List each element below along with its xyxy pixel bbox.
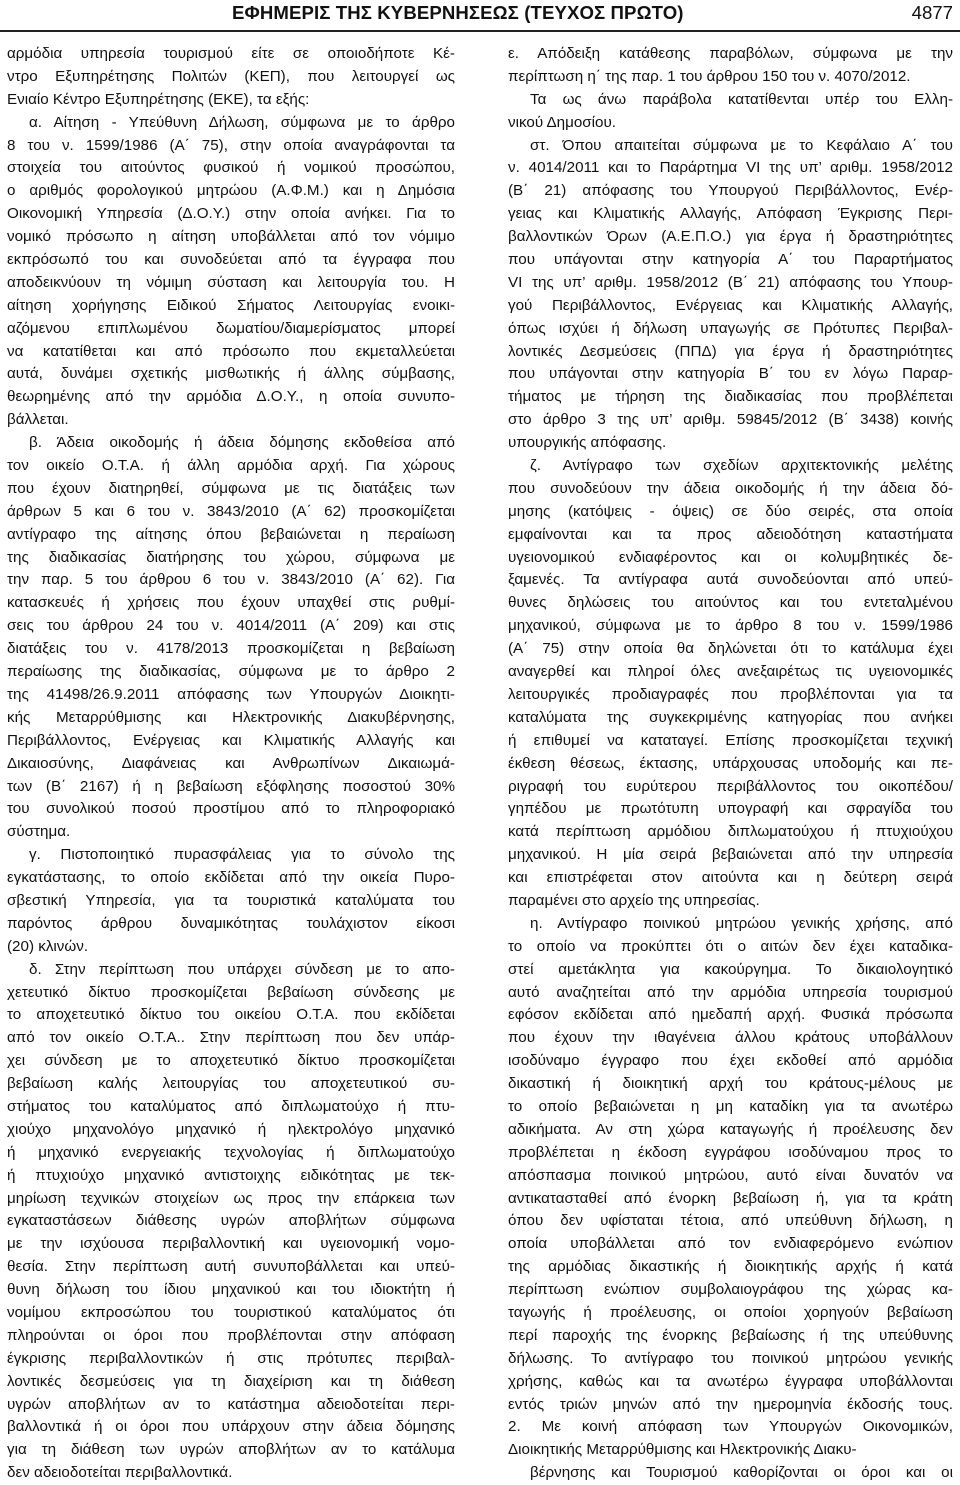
text-line: ν. 4014/2011 και το Παράρτημα VI της υπ’ αριθμ. 1958/2012 [508, 159, 953, 177]
text-line: περί παροχής της ένορκης βεβαίωσης ή της υπεύθυνης [508, 1326, 953, 1344]
text-line: μησης (κατόψεις - όψεις) σε δύο σειρές, στα οποία [508, 502, 953, 520]
text-line: 2. Με κοινή απόφαση των Υπουργών Οικονομικών, [508, 1418, 953, 1436]
text-line: χιούχο μηχανολόγο μηχανικό ή ηλεκτρολόγο μηχανικό [7, 1120, 455, 1138]
text-line: ντρο Εξυπηρέτησης Πολιτών (ΚΕΠ), που λειτουργεί ως [7, 67, 455, 85]
text-line: απόσπασμα ποινικού μητρώου, αυτό είναι δυνατόν να [508, 1166, 953, 1184]
text-line: σύστημα. [7, 823, 71, 841]
text-line: έκθεση θέσεως, έκτασης, υπάρχουσας υποδομής και πε- [508, 754, 953, 772]
text-line: ε. Απόδειξη κατάθεσης παραβόλων, σύμφωνα με την [508, 45, 953, 62]
text-line: Περιβάλλοντος, Ενέργειας και Κλιματικής Αλλαγής και [7, 731, 455, 749]
text-line: δήλωσης. Το αντίγραφο του ποινικού μητρώου γενικής [508, 1349, 953, 1367]
text-line: προβλέπεται η έκδοση εγγράφου ισοδύναμου προς το [508, 1143, 953, 1161]
text-line: δ. Στην περίπτωση που υπάρχει σύνδεση με το απο- [29, 960, 455, 978]
text-line: α. Αίτηση - Υπεύθυνη Δήλωση, σύμφωνα με το άρθρο [29, 113, 455, 131]
text-line: νομίμου εκπροσώπου του τουριστικού καταλύματος ότι [7, 1303, 455, 1321]
text-line: αρμόδια υπηρεσία τουρισμού είτε σε οποιοδήποτε Κέ- [7, 45, 455, 62]
text-line: θεωρημένης από την αρμόδια Δ.Ο.Υ., η οποία συνυπο- [7, 388, 455, 406]
text-line: θυνες δηλώσεις του αιτούντος και του εντεταλμένου [508, 594, 953, 612]
text-line: γειας και Κλιματικής Αλλαγής, Απόφαση Έγκρισης Περι- [508, 205, 953, 223]
text-line: για τη διάθεση των υγρών αποβλήτων αν το κατάλυμα [7, 1441, 455, 1459]
text-line: εγκατάστασης, το οποίο εκδίδεται από την οικεία Πυρο- [7, 869, 455, 887]
text-line: της αρμόδιας δικαστικής ή διοικητικής αρχής ή κατά [508, 1258, 953, 1276]
text-line: μηρίωση τεχνικών στοιχείων ως προς την επάρκεια των [7, 1189, 455, 1207]
text-line: βαλλοντικά ή οι όροι που υπάρχουν στην άδεια δόμησης [7, 1418, 455, 1436]
text-line: ξαμενές. Τα αντίγραφα αυτά συνοδεύονται από υπεύ- [508, 571, 953, 589]
text-line: νομικό πρόσωπο η αίτηση υποβάλλεται από τον νόμιμο [7, 228, 455, 246]
text-line: βεβαίωση καλής λειτουργίας του αποχετευτικού συ- [7, 1075, 455, 1093]
text-line: ο αριθμός φορολογικού μητρώου (Α.Φ.Μ.) και η Δημόσια [7, 182, 455, 200]
text-line: περαίωσης της διαδικασίας, σύμφωνα με το άρθρο 2 [7, 663, 455, 681]
text-line: άρθρων 5 και 6 του ν. 3843/2010 (Α΄ 62) προσκομίζεται [7, 502, 455, 520]
text-line: που υπάγονται στην κατηγορία Α΄ του Παραρτήματος [508, 251, 953, 269]
text-line: (Β΄ 21) απόφασης του Υπουργού Περιβάλλοντος, Ενέρ- [508, 182, 953, 200]
text-line: χετευτικό δίκτυο προσκομίζεται βεβαίωση σύνδεσης με [7, 983, 455, 1001]
text-line: ταγωγής ή προέλευσης, οι οποίοι χορηγούν βεβαίωση [508, 1303, 953, 1321]
text-line: και επιστρέφεται στον αιτούντα και η δεύτερη σειρά [508, 869, 953, 887]
text-line: στήματος του καταλύματος από διπλωματούχο ή πτυ- [7, 1097, 455, 1115]
page-number: 4877 [911, 2, 953, 23]
text-line: Τα ως άνω παράβολα κατατίθενται υπέρ του Ελλη- [530, 90, 953, 108]
text-line: πληρούνται οι όροι που προβλέπονται στην απόφαση [7, 1326, 455, 1344]
text-line: το οποίο να προκύπτει ότι ο αιτών δεν έχει καταδικα- [508, 937, 953, 955]
text-line: της διαδικασίας διατήρησης του χώρου, σύμφωνα με [7, 548, 455, 566]
text-line: διατάξεις του ν. 4178/2013 προσκομίζεται η βεβαίωση [7, 640, 455, 658]
text-line: κής Μεταρρύθμισης και Ηλεκτρονικής Διακυβέρνησης, [7, 708, 455, 726]
text-line: κατά περίπτωση αρμόδιου διπλωματούχου ή πτυχιούχου [508, 823, 953, 841]
text-line: Οικονομική Υπηρεσία (Δ.Ο.Υ.) στην οποία ανήκει. Για το [7, 205, 455, 223]
text-line: βέρνησης και Τουρισμού καθορίζονται οι όροι και οι [530, 1464, 953, 1482]
text-line: αντίγραφο της αίτησης όπου βεβαιώνεται η περαίωση [7, 525, 455, 543]
text-line: Ενιαίο Κέντρο Εξυπηρέτησης (ΕΚΕ), τα εξής: [7, 90, 310, 108]
text-line: μηχανικού. Η μία σειρά βεβαιώνεται από την υπηρεσία [508, 846, 953, 864]
text-line: λοντικές δεσμεύσεις για τη διαχείριση και τη διάθεση [7, 1372, 455, 1390]
text-line: αυτά, δυνάμει σχετικής μισθωτικής ή άλλης σύμβασης, [7, 365, 455, 383]
text-line: υγειονομικού ενδιαφέροντος και οι κολυμβητικές δε- [508, 548, 953, 566]
text-line: περίπτωση η΄ της παρ. 1 του άρθρου 150 του ν. 4070/2012. [508, 67, 911, 85]
text-line: εγκαταστάσεων διάθεσης υγρών αποβλήτων σύμφωνα [7, 1212, 455, 1230]
text-line: εμφαίνονται και τα προς αδειοδότηση καταστήματα [508, 525, 953, 543]
text-line: αυτό αναζητείται από την αρμόδια υπηρεσία τουρισμού [508, 983, 953, 1001]
text-line: (20) κλινών. [7, 937, 89, 955]
text-line: της 41498/26.9.2011 απόφασης των Υπουργών Διοικητι- [7, 685, 455, 703]
text-line: Διοικητικής Μεταρρύθμισης και Ηλεκτρονικής Διακυ- [508, 1441, 857, 1459]
text-line: βάλλεται. [7, 411, 69, 429]
text-line: το αποχετευτικό δίκτυο του οικείου Ο.Τ.Α. που εκδίδεται [7, 1006, 455, 1024]
text-line: αίτηση χορήγησης Ειδικού Σήματος Λειτουργίας ενοικι- [7, 296, 455, 314]
text-line: σβεστική Υπηρεσία, για τα τουριστικά καταλύματα του [7, 891, 455, 909]
text-line: σεις του άρθρου 24 του ν. 4014/2011 (Α΄ 209) και στις [7, 617, 455, 635]
text-line: εφόσον εκδίδεται από ημεδαπή αρχή. Φυσικά πρόσωπα [508, 1006, 953, 1024]
text-line: χρήσης, καθώς και τα ανωτέρω έγγραφα υποβάλλονται [508, 1372, 953, 1390]
text-line: νικού Δημοσίου. [508, 113, 617, 131]
text-line: 8 του ν. 1599/1986 (Α΄ 75), στην οποία αναγράφονται τα [7, 136, 455, 154]
text-line: που έχουν διατηρηθεί, σύμφωνα με τις διατάξεις των [7, 479, 455, 497]
text-line: παραμένει στο αρχείο της υπηρεσίας. [508, 891, 760, 909]
text-line: όπου δεν υφίσταται τέτοια, από υπεύθυνη δήλωση, η [508, 1212, 953, 1230]
text-line: καταλύματα της συγκεκριμένης κατηγορίας που ανήκει [508, 708, 953, 726]
text-line: από τον οικείο Ο.Τ.Α.. Στην περίπτωση που δεν υπάρ- [7, 1029, 455, 1047]
text-line: των (Β΄ 2167) ή η βεβαίωση εξόφλησης ποσοστού 30% [7, 777, 455, 795]
text-line: στο άρθρο 3 της υπ’ αριθμ. 59845/2012 (Β΄ 3438) κοινής [508, 411, 953, 429]
text-line: στ. Όπου απαιτείται σύμφωνα με το Κεφάλαιο Α΄ του [530, 136, 953, 154]
text-line: αναγερθεί και πληροί όλες ανεξαιρέτως τις υγειονομικές [508, 663, 953, 681]
page-header [0, 0, 960, 30]
gazette-title: ΕΦΗΜΕΡΙΣ ΤΗΣ ΚΥΒΕΡΝΗΣΕΩΣ (ΤΕΥΧΟΣ ΠΡΩΤΟ) [232, 2, 684, 23]
text-line: μηχανικού, σύμφωνα με το άρθρο 8 του ν. 1599/1986 [508, 617, 953, 635]
text-line: να κατατίθεται και από πρόσωπο που εκμεταλλεύεται [7, 342, 455, 360]
text-line: που υπάγονται στην κατηγορία Β΄ του εν λόγω Παραρ- [508, 365, 953, 383]
text-line: Δικαιοσύνης, Διαφάνειας και Ανθρωπίνων Δικαιωμά- [7, 754, 455, 772]
left-text-column [7, 43, 455, 1485]
right-text-column [508, 43, 953, 1485]
text-line: το οποίο βεβαιώνεται η μη καταδίκη για τα ανωτέρω [508, 1097, 953, 1115]
text-line: ή μηχανικό ενεργειακής τεχνολογίας ή διπλωματούχο [7, 1143, 455, 1161]
text-line: κατασκευές ή χρήσεις που έχουν υπαχθεί στις ρυθμί- [7, 594, 455, 612]
text-line: αντικατασταθεί από ένορκη βεβαίωση ή, για τα κράτη [508, 1189, 953, 1207]
text-line: τήματος με τήρηση της διαδικασίας που προβλέπεται [508, 388, 953, 406]
text-line: λοντικές Δεσμεύσεις (ΠΠΔ) για έργα ή δραστηριότητες [508, 342, 953, 360]
header-divider [0, 30, 960, 32]
text-line: ζ. Αντίγραφο των σχεδίων αρχιτεκτονικής μελέτης [530, 457, 953, 475]
text-line: παρόντος άρθρου δυναμικότητας τουλάχιστον είκοσι [7, 914, 455, 932]
text-line: δεν αδειοδοτείται περιβαλλοντικά. [7, 1464, 233, 1482]
text-line: ριγραφή του ευρύτερου περιβάλλοντος του οικοπέδου/ [508, 777, 953, 795]
text-line: ισοδύναμο έγγραφο που έχει εκδοθεί από αρμόδια [508, 1052, 953, 1070]
text-line: αποδεικνύουν τη νόμιμη σύσταση και λειτουργία του. Η [7, 273, 455, 291]
text-line: αδικήματα. Αν στη χώρα καταγωγής ή προέλευσης δεν [508, 1120, 953, 1138]
text-line: υγρών αποβλήτων αν το κατάστημα αδειοδοτείται περι- [7, 1395, 455, 1413]
text-line: με την ισχύουσα περιβαλλοντική και υγειονομική νομο- [7, 1235, 455, 1253]
text-line: λειτουργικές προδιαγραφές που προβλέπονται για τα [508, 685, 953, 703]
text-line: οποία υποβάλλεται από τον ενδιαφερόμενο ενώπιον [508, 1235, 953, 1253]
text-line: ή πτυχιούχο μηχανικό αντιστοιχης ειδικότητας με τεκ- [7, 1166, 455, 1184]
text-line: VI της υπ’ αριθμ. 1958/2012 (Β΄ 21) απόφασης του Υπουρ- [508, 273, 953, 291]
text-line: θυνη δήλωση του ίδιου μηχανικού και του ιδιοκτήτη ή [7, 1281, 455, 1299]
text-line: χει σύνδεση με το αποχετευτικό δίκτυο προσκομίζεται [7, 1052, 455, 1070]
text-line: γού Περιβάλλοντος, Ενέργειας και Κλιματικής Αλλαγής, [508, 296, 953, 314]
text-line: βαλλοντικών Όρων (Α.Ε.Π.Ο.) για έργα ή δραστηριότητες [508, 228, 953, 246]
text-line: ή επιθυμεί να καταταγεί. Επίσης προσκομίζεται τεχνική [508, 731, 953, 749]
text-line: γ. Πιστοποιητικό πυρασφάλειας για το σύνολο της [29, 846, 455, 864]
text-line: αζόμενου επιπλωμένου δωματίου/διαμερίσματος μπορεί [7, 319, 455, 337]
text-line: περίπτωση ενώπιον συμβολαιογράφου της χώρας κα- [508, 1281, 953, 1299]
text-line: γηπέδου με πρωτότυπη υπογραφή και σφραγίδα του [508, 800, 953, 818]
text-line: όπως ισχύει ή δήλωση υπαγωγής σε Πρότυπες Περιβαλ- [508, 319, 953, 337]
text-line: θεσία. Στην περίπτωση αυτή συνυποβάλλεται και υπεύ- [7, 1258, 455, 1276]
text-line: εκπρόσωπό του και συνοδεύεται από τα έγγραφα που [7, 251, 455, 269]
text-line: που συνοδεύουν την άδεια οικοδομής ή την άδεια δό- [508, 479, 953, 497]
text-line: που έχουν την ιθαγένεια άλλου κράτους υποβάλλουν [508, 1029, 953, 1047]
text-line: την παρ. 5 του άρθρου 6 του ν. 3843/2010 (Α΄ 62). Για [7, 571, 455, 589]
text-line: στεί αμετάκλητα για κακούργημα. Το δικαιολογητικό [508, 960, 953, 978]
text-line: β. Άδεια οικοδομής ή άδεια δόμησης εκδοθείσα από [29, 434, 455, 452]
text-line: έγκρισης περιβαλλοντικών ή στις πρότυπες περιβαλ- [7, 1349, 455, 1367]
text-line: εντός τριών μηνών από την ημερομηνία έκδοσής τους. [508, 1395, 953, 1413]
text-line: τον οικείο Ο.Τ.Α. ή άλλη αρμόδια αρχή. Για χώρους [7, 457, 455, 475]
text-line: δικαστική ή διοικητική αρχή του κράτους-μέλους με [508, 1075, 953, 1093]
text-line: του συνολικού ποσού προστίμου από το πληροφοριακό [7, 800, 455, 818]
text-line: (Α΄ 75) στην οποία θα δηλώνεται ότι το κατάλυμα έχει [508, 640, 953, 658]
text-line: υπουργικής απόφασης. [508, 434, 667, 452]
text-line: στοιχεία του αιτούντος φυσικού ή νομικού προσώπου, [7, 159, 455, 177]
text-line: η. Αντίγραφο ποινικού μητρώου γενικής χρήσης, από [530, 914, 953, 932]
